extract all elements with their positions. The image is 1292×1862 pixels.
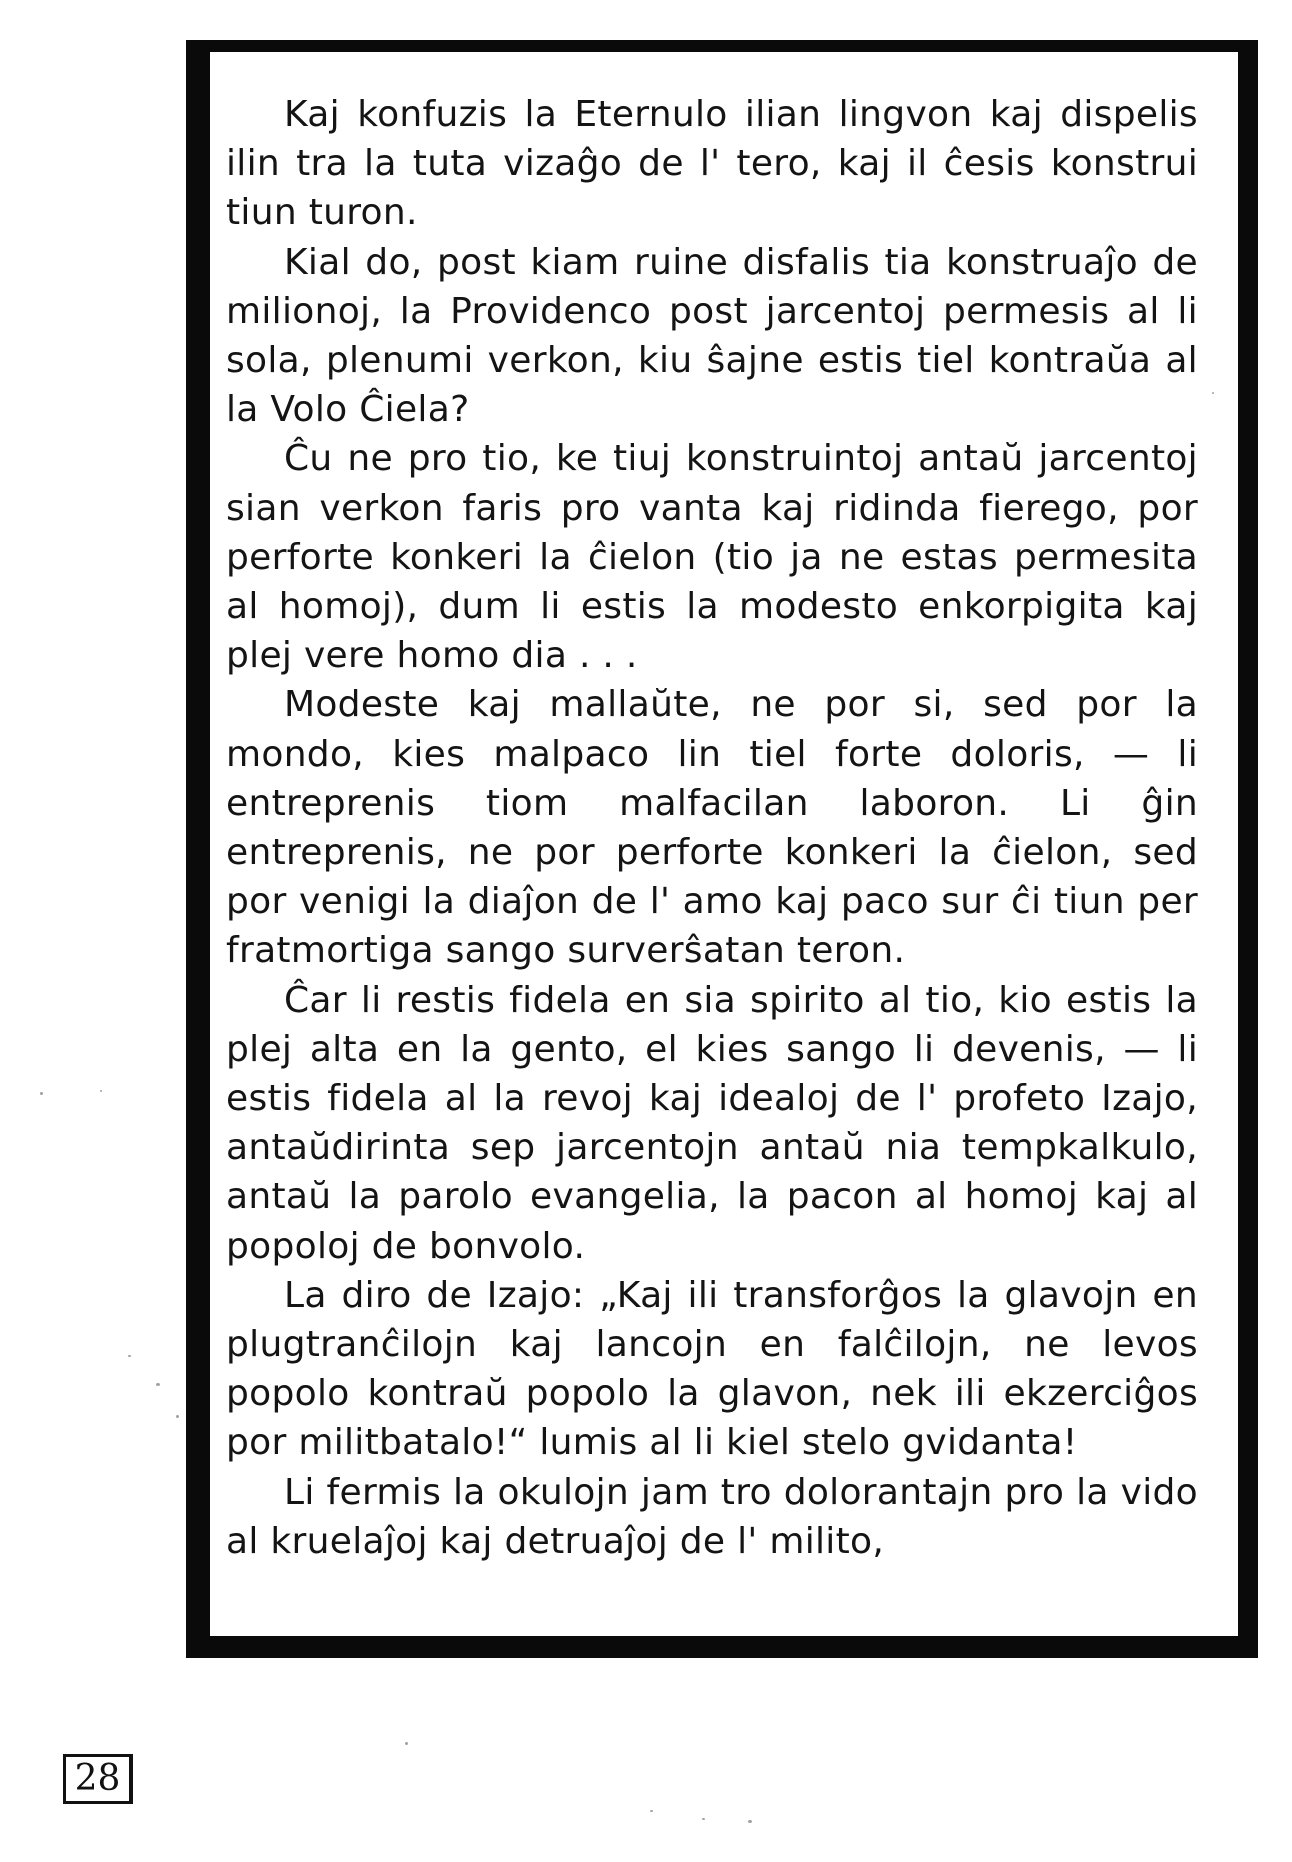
paragraph: Ĉu ne pro tio, ke tiuj konstruintoj antaŭ jarcentoj sian verkon faris pro vanta kaj ridinda fierego, por perforte konkeri la ĉielon (tio ja ne estas permesita al homoj), dum li estis la modesto enkorpigita kaj plej vere homo dia . . . bbox=[226, 438, 1198, 677]
scan-speck bbox=[156, 1383, 160, 1386]
scan-speck bbox=[405, 1742, 408, 1745]
scan-speck bbox=[702, 1818, 705, 1820]
scan-speck bbox=[176, 1415, 179, 1418]
scan-speck bbox=[100, 1090, 102, 1092]
page-number: 28 bbox=[63, 1754, 133, 1804]
scan-speck bbox=[748, 1820, 752, 1823]
scan-speck bbox=[650, 1810, 653, 1812]
paragraph: Modeste kaj mallaŭte, ne por si, sed por la mondo, kies malpaco lin tiel forte doloris, — li entreprenis tiom malfacilan laboron. Li ĝin entreprenis, ne por perforte konkeri la ĉielon, sed por venigi la diaĵon de l' amo kaj paco sur ĉi tiun per fratmortiga sango surverŝatan teron. bbox=[226, 684, 1198, 972]
paragraph: Ĉar li restis fidela en sia spirito al tio, kio estis la plej alta en la gento, el kies sango li devenis, — li estis fidela al la revoj kaj idealoj de l' profeto Izajo, antaŭdirinta sep jarcentojn antaŭ nia tempkalkulo, antaŭ la parolo evangelia, la pacon al homoj kaj al popoloj de bonvolo. bbox=[226, 979, 1198, 1267]
scan-speck bbox=[40, 1092, 43, 1095]
paragraph: Kaj konfuzis la Eternulo ilian lingvon kaj dispelis ilin tra la tuta vizaĝo de l' tero, kaj il ĉesis konstrui tiun turon. bbox=[226, 94, 1198, 234]
body-text bbox=[226, 90, 1198, 1620]
scan-speck bbox=[128, 1355, 131, 1357]
paragraph: Li fermis la okulojn jam tro dolorantajn pro la vido al kruelaĵoj kaj detruaĵoj de l' milito, bbox=[226, 1471, 1198, 1562]
paragraph: Kial do, post kiam ruine disfalis tia konstruaĵo de milionoj, la Providenco post jarcentoj permesis al li sola, plenumi verkon, kiu ŝajne estis tiel kontraŭa al la Volo Ĉiela? bbox=[226, 241, 1198, 431]
paragraph: La diro de Izajo: „Kaj ili transforĝos la glavojn en plugtranĉilojn kaj lancojn en falĉilojn, ne levos popolo kontraŭ popolo la glavon, nek ili ekzerciĝos por militbatalo!“ lumis al li kiel stelo gvidanta! bbox=[226, 1274, 1198, 1464]
scan-speck bbox=[1212, 392, 1214, 394]
